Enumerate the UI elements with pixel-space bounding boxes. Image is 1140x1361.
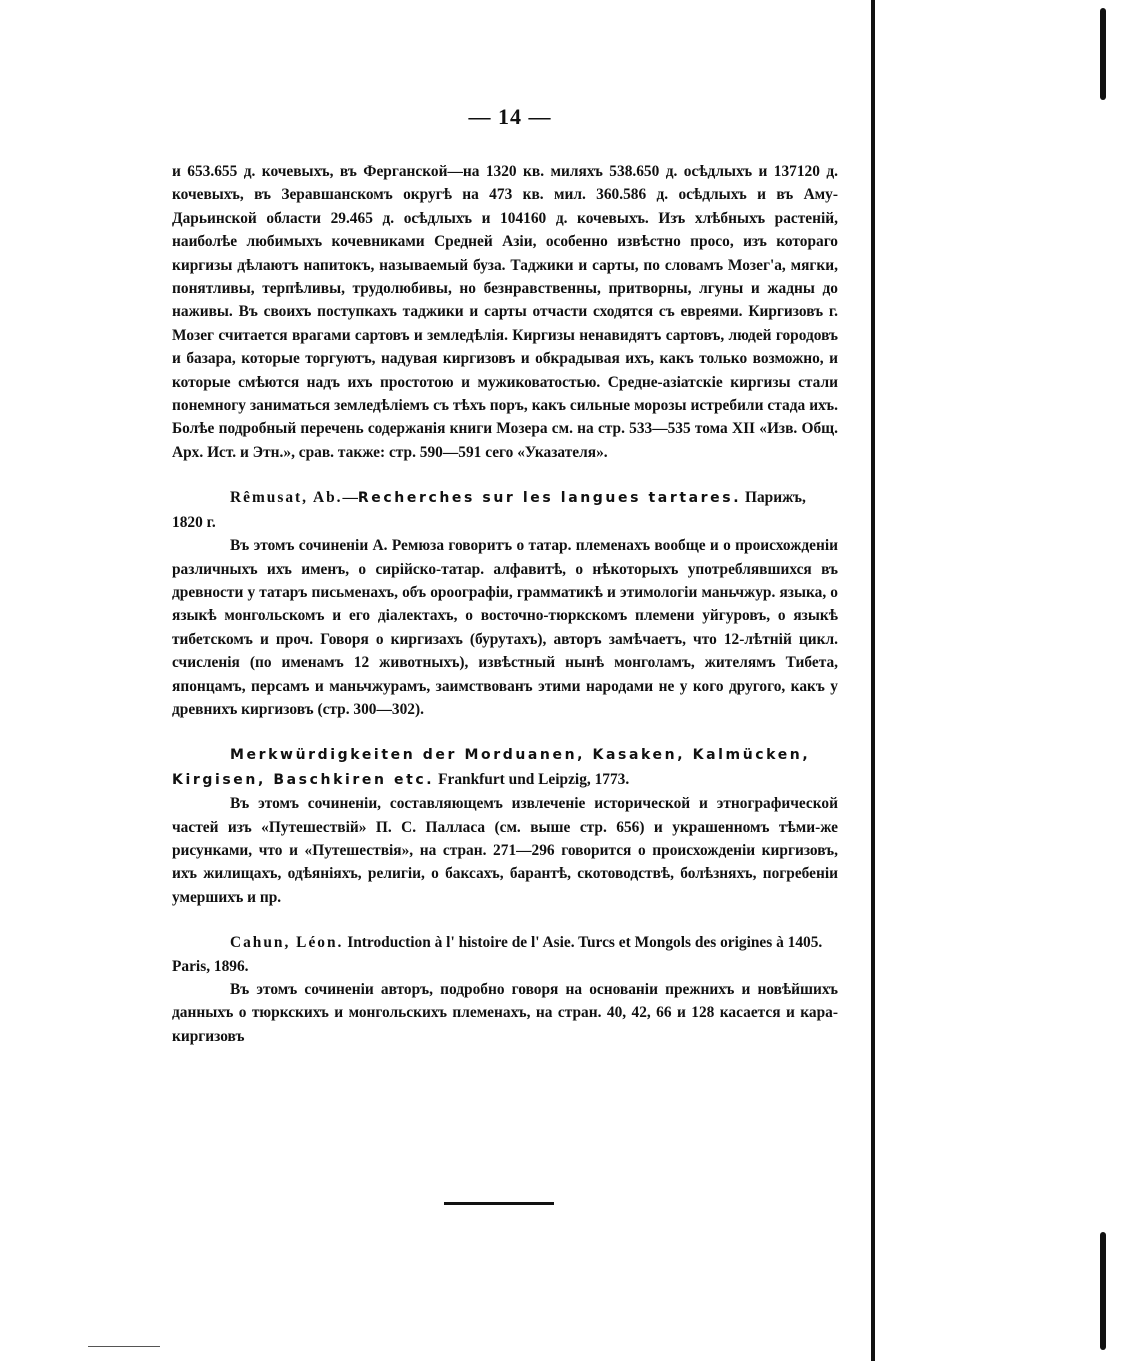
entry-heading xyxy=(172,931,838,978)
entry-imprint: Paris, 1896. xyxy=(172,957,249,975)
entry-title: Merkwürdigkeiten der Morduanen, Kasaken, Kalmücken, Kirgisen, Baschkiren etc. xyxy=(172,747,811,788)
scan-edge-mark-bottom xyxy=(1100,1232,1106,1350)
entry-author: Cahun, Léon. xyxy=(230,934,344,952)
bibliography-entry-remusat xyxy=(172,486,838,721)
entry-separator: — xyxy=(342,489,358,507)
entry-heading xyxy=(172,486,838,534)
scan-edge-mark-top xyxy=(1100,8,1106,100)
entry-description: Въ этомъ сочиненіи А. Ремюза говоритъ о татар. племенахъ вообще и о происхожденіи различныхъ ихъ именъ, о сирійско-татар. алфавитѣ, о нѣкоторыхъ употреблявшихся въ древности у татаръ письменахъ, объ ороографіи, грамматикѣ и этимологіи маньчжур. языка, о языкѣ монгольскомъ и его діалектахъ, о восточно-тюркскомъ племени уйгуровъ, о языкѣ тибетскомъ и проч. Говоря о киргизахъ (бурутахъ), авторъ замѣчаетъ, что 12-лѣтній цикл. счисленія (по именамъ 12 животныхъ), извѣстный нынѣ монголамъ, жителямъ Тибета, японцамъ, персамъ и маньчжурамъ, заимствованъ этими народами не у кого другого, какъ у древнихъ киргизовъ (стр. 300—302). xyxy=(172,537,838,718)
entry-author: Rêmusat, Ab. xyxy=(230,489,343,507)
page-body xyxy=(172,160,838,1048)
continuation-paragraph: и 653.655 д. кочевыхъ, въ Ферганской—на 1320 кв. миляхъ 538.650 д. осѣдлыхъ и 137120 д. кочевыхъ, въ Зеравшанскомъ округѣ на 473 кв. мил. 360.586 д. осѣдлыхъ и въ Аму-Дарьинской области 29.465 д. осѣдлыхъ и 104160 д. кочевыхъ. Изъ хлѣбныхъ растеній, наиболѣе любимыхъ кочевниками Средней Азіи, особенно извѣстно просо, изъ котораго киргизы дѣлаютъ напитокъ, называемый буза. Таджики и сарты, по словамъ Мозег'а, мягки, понятливы, терпѣливы, трудолюбивы, но безнравственны, притворны, лгуны и жадны до наживы. Въ своихъ поступкахъ таджики и сарты отчасти сходятся съ евреями. Киргизовъ г. Мозег считается врагами сартовъ и земледѣлія. Киргизы ненавидятъ сартовъ, людей городовъ и базара, которые торгуютъ, надувая киргизовъ и обкрадывая ихъ, какъ только возможно, и которые смѣются надъ ихъ простотою и мужиковатостью. Средне-азіатскіе киргизы стали понемногу заниматься земледѣліемъ съ тѣхъ поръ, какъ сильные морозы истребили стада ихъ. Болѣе подробный перечень содержанія книги Мозера см. на стр. 533—535 тома XII «Изв. Общ. Арх. Ист. и Этн.», срав. также: стр. 590—591 сего «Указателя». xyxy=(172,163,838,461)
entry-heading xyxy=(172,743,838,792)
entry-imprint: Frankfurt und Leipzig, 1773. xyxy=(438,770,630,788)
page-number: — 14 — xyxy=(468,104,552,129)
binding-edge-line xyxy=(871,0,875,1361)
entry-imprint: Парижъ, 1820 г. xyxy=(172,489,806,531)
entry-description: Въ этомъ сочиненіи авторъ, подробно говоря на основаніи прежнихъ и новѣйшихъ данныхъ о тюркскихъ и монгольскихъ племенахъ, на стран. 40, 42, 66 и 128 касается и кара-киргизовъ xyxy=(172,981,838,1045)
bibliography-entry-cahun xyxy=(172,931,838,1048)
scan-bottom-mark xyxy=(88,1346,160,1347)
entry-title: Recherches sur les langues tartares. xyxy=(357,490,742,507)
bibliography-entry-merkwurdigkeiten xyxy=(172,743,838,909)
entry-description: Въ этомъ сочиненіи, составляющемъ извлеченіе исторической и этнографической частей изъ «Путешествій» П. С. Палласа (см. выше стр. 656) и украшенномъ тѣми-же рисунками, что и «Путешествія», на стран. 271—296 говорится о происхожденіи киргизовъ, ихъ жилищахъ, одѣяніяхъ, религіи, о баксахъ, барантѣ, скотоводствѣ, болѣзняхъ, погребеніи умершихъ и пр. xyxy=(172,795,838,906)
section-end-rule xyxy=(444,1202,554,1205)
entry-title: Introduction à l' histoire de l' Asie. Turcs et Mongols des origines à 1405. xyxy=(347,934,823,952)
